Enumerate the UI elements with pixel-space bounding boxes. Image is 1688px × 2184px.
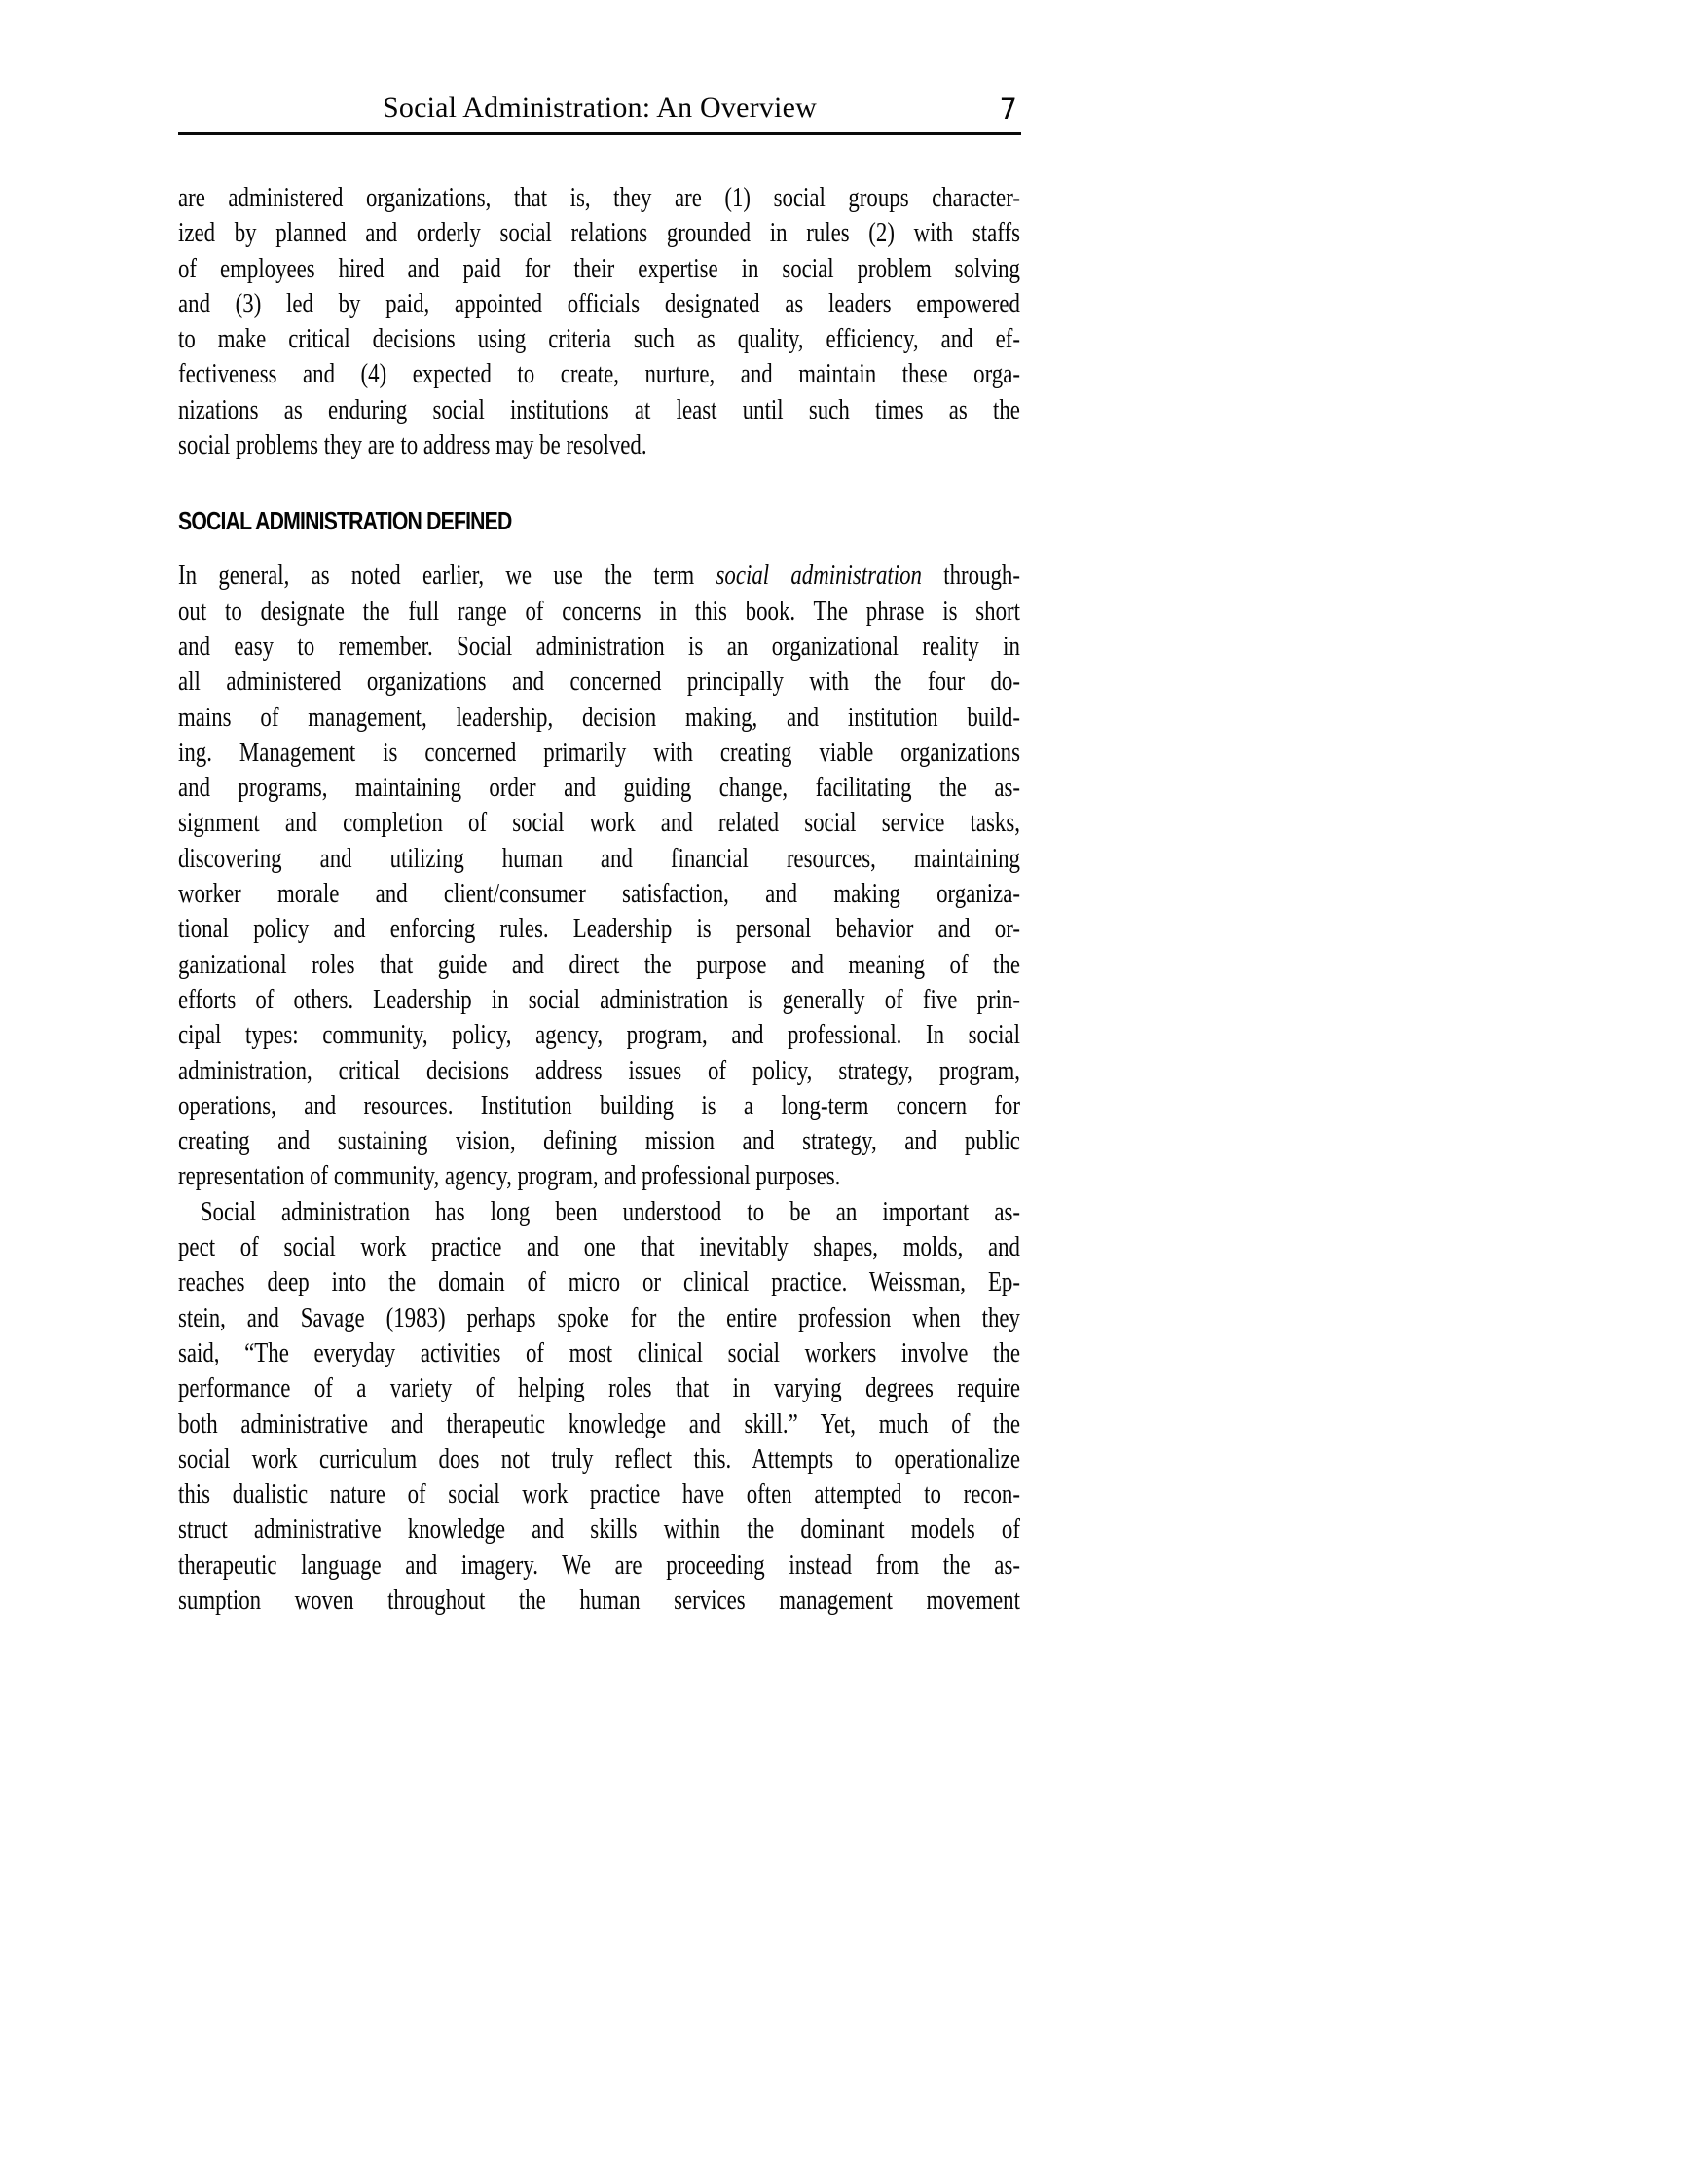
text-line: and (3) led by paid, appointed officials designated as leaders empowered <box>178 288 1020 319</box>
text-line: social work curriculum does not truly reflect this. Attempts to operationalize <box>178 1443 1020 1474</box>
body-text-block <box>178 181 1020 1619</box>
text-line: stein, and Savage (1983) perhaps spoke for the entire profession when they <box>178 1302 1020 1333</box>
text-line: sumption woven throughout the human services management movement <box>178 1584 1020 1616</box>
italic-term: social administration <box>716 561 922 592</box>
text-line: therapeutic language and imagery. We are proceeding instead from the as- <box>178 1549 1020 1581</box>
paragraph-definition <box>178 559 1020 1194</box>
text-segment: through- <box>921 561 1020 592</box>
text-line: operations, and resources. Institution building is a long-term concern for <box>178 1090 1020 1121</box>
text-line: Social administration has long been understood to be an important as- <box>200 1196 1020 1227</box>
text-line: nizations as enduring social institutions at least until such times as the <box>178 394 1020 425</box>
text-line: are administered organizations, that is, they are (1) social groups character- <box>178 183 1020 213</box>
header-title: Social Administration: An Overview <box>383 91 817 124</box>
text-line: signment and completion of social work and related social service tasks, <box>178 808 1020 839</box>
text-line: mains of management, leadership, decision making, and institution build- <box>178 702 1020 733</box>
text-line: reaches deep into the domain of micro or clinical practice. Weissman, Ep- <box>178 1267 1020 1298</box>
text-line: both administrative and therapeutic knowledge and skill.” Yet, much of the <box>178 1408 1020 1439</box>
text-line: fectiveness and (4) expected to create, nurture, and maintain these orga- <box>178 359 1020 390</box>
text-line: this dualistic nature of social work practice have often attempted to recon- <box>178 1479 1020 1511</box>
section-heading: SOCIAL ADMINISTRATION DEFINED <box>178 506 512 536</box>
text-line: discovering and utilizing human and financial resources, maintaining <box>178 843 1020 874</box>
text-line: efforts of others. Leadership in social administration is generally of five prin- <box>178 984 1020 1015</box>
text-line: and easy to remember. Social administration is an organizational reality in <box>178 631 1020 662</box>
text-line: creating and sustaining vision, defining mission and strategy, and public <box>178 1126 1020 1157</box>
text-line: ing. Management is concerned primarily with creating viable organizations <box>178 737 1020 768</box>
text-line <box>178 559 1020 594</box>
text-line: of employees hired and paid for their expertise in social problem solving <box>178 253 1020 284</box>
text-line: struct administrative knowledge and skills within the dominant models of <box>178 1514 1020 1546</box>
text-line: representation of community, agency, program, and professional purposes. <box>178 1161 841 1192</box>
text-segment: In general, as noted earlier, we use the term <box>178 561 716 592</box>
paragraph-continuation <box>178 181 1020 463</box>
text-line: out to designate the full range of concerns in this book. The phrase is short <box>178 596 1020 627</box>
text-line: all administered organizations and concerned principally with the four do- <box>178 667 1020 698</box>
paragraph-practice <box>178 1195 1020 1620</box>
header-rule <box>178 132 1021 135</box>
text-line: to make critical decisions using criteria such as quality, efficiency, and ef- <box>178 324 1020 355</box>
text-line: said, “The everyday activities of most clinical social workers involve the <box>178 1337 1020 1368</box>
text-line: and programs, maintaining order and guiding change, facilitating the as- <box>178 773 1020 804</box>
text-line: worker morale and client/consumer satisfaction, and making organiza- <box>178 879 1020 910</box>
text-line: social problems they are to address may be resolved. <box>178 430 647 461</box>
page-number: 7 <box>999 92 1017 126</box>
text-line: tional policy and enforcing rules. Leadership is personal behavior and or- <box>178 914 1020 945</box>
text-line: ized by planned and orderly social relations grounded in rules (2) with staffs <box>178 218 1020 249</box>
running-header <box>178 91 1021 130</box>
text-line: performance of a variety of helping roles that in varying degrees require <box>178 1373 1020 1404</box>
text-line: ganizational roles that guide and direct the purpose and meaning of the <box>178 949 1020 980</box>
text-line: pect of social work practice and one that inevitably shapes, molds, and <box>178 1232 1020 1263</box>
text-line: administration, critical decisions address issues of policy, strategy, program, <box>178 1055 1020 1086</box>
text-line: cipal types: community, policy, agency, program, and professional. In social <box>178 1020 1020 1051</box>
